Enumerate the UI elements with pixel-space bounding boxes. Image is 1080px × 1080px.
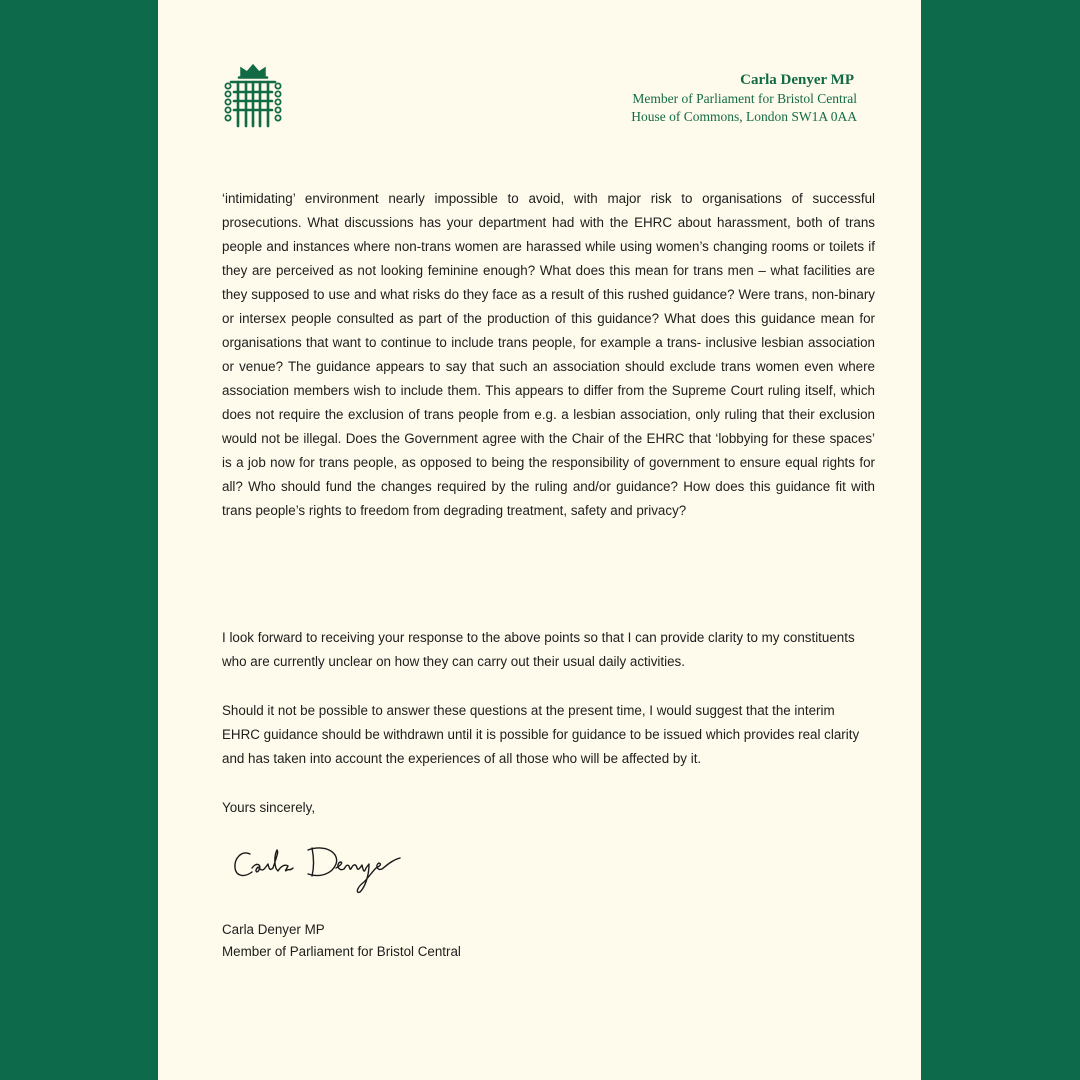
signoff-name: Carla Denyer MP <box>222 922 325 937</box>
closing-salutation: Yours sincerely, <box>222 800 316 815</box>
body-paragraph-response: I look forward to receiving your response to the above points so that I can provide clarity to my constituents who are currently unclear on how they can carry out their usual daily activities. <box>222 630 855 669</box>
signature-image <box>232 838 412 900</box>
letterhead-constituency: Member of Parliament for Bristol Central <box>632 91 857 106</box>
signoff-title: Member of Parliament for Bristol Central <box>222 944 461 959</box>
letter-page <box>158 0 921 1080</box>
body-paragraph-questions: ‘intimidating’ environment nearly impossible to avoid, with major risk to organisations of successful prosecutions. What discussions has your department had with the EHRC about harassment, both of trans people and instances where non-trans women are harassed while using women’s changing rooms or toilets if they are perceived as not looking feminine enough? What does this mean for trans men – what facilities are they supposed to use and what risks do they face as a result of this rushed guidance? Were trans, non-binary or intersex people consulted as part of the production of this guidance? What does this guidance mean for organisations that want to continue to include trans people, for example a trans- inclusive lesbian association or venue? The guidance appears to say that such an association should exclude trans women even where association members wish to include them. This appears to differ from the Supreme Court ruling itself, which does not require the exclusion of trans people from e.g. a lesbian association, only ruling that their exclusion would not be illegal. Does the Government agree with the Chair of the EHRC that ‘lobbying for these spaces’ is a job now for trans people, as opposed to being the responsibility of government to ensure equal rights for all? Who should fund the changes required by the ruling and/or guidance? How does this guidance fit with trans people’s rights to freedom from degrading treatment, safety and privacy? <box>222 191 875 518</box>
letterhead-address: House of Commons, London SW1A 0AA <box>631 109 857 124</box>
portcullis-icon <box>224 62 282 128</box>
letterhead <box>631 70 857 126</box>
body-paragraph-withdraw: Should it not be possible to answer these questions at the present time, I would suggest that the interim EHRC guidance should be withdrawn until it is possible for guidance to be issued which provides real clarity and has taken into account the experiences of all those who will be affected by it. <box>222 703 860 766</box>
letterhead-name: Carla Denyer MP <box>740 72 854 88</box>
